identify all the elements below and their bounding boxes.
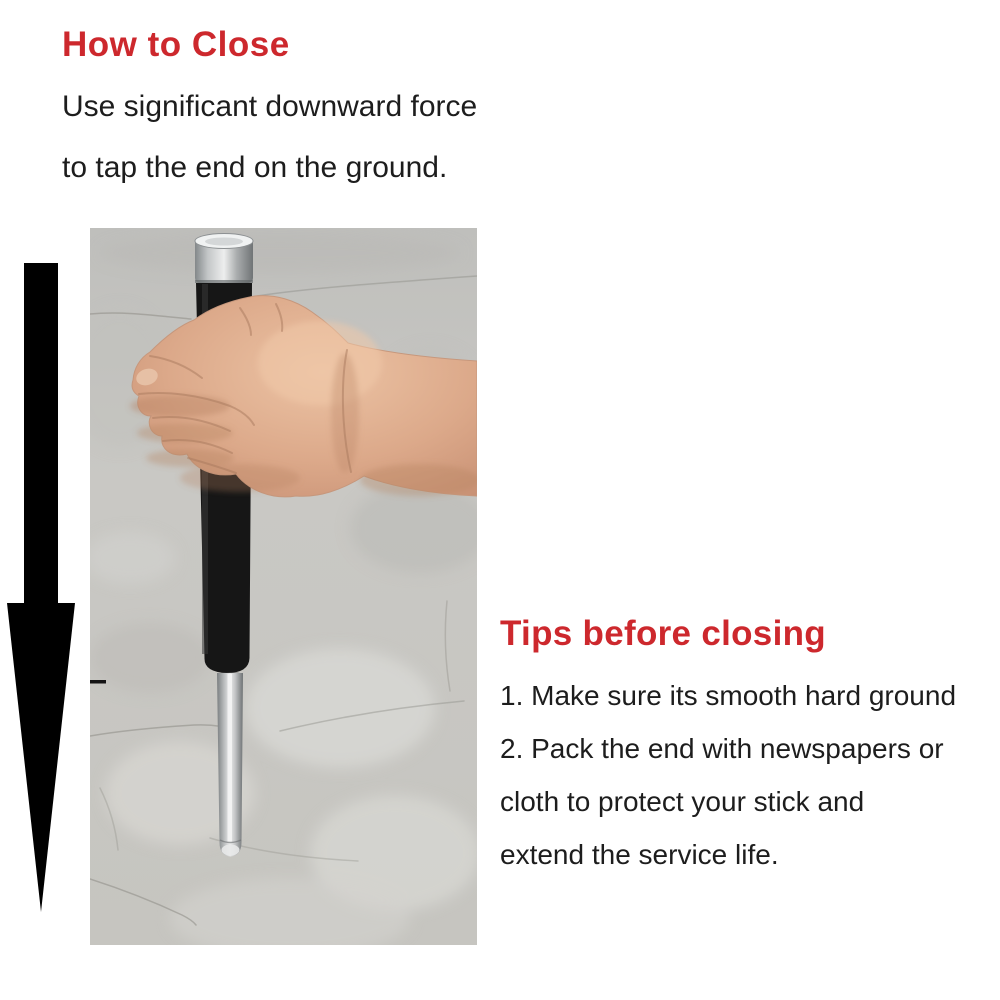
baton-cap-edge [195,280,253,283]
down-arrow-shaft [24,263,58,604]
tips-list [500,669,995,881]
down-arrow-head [7,603,75,912]
baton-shaft-highlight [228,674,233,842]
howto-instruction-line-1: Use significant downward force [62,90,478,123]
howto-instruction-line-2: to tap the end on the ground. [62,151,448,184]
photo-canvas [90,228,477,945]
product-photo [90,228,477,945]
edge-dash-mark [90,680,106,684]
tip-line-4: extend the service life. [500,839,779,870]
tip-line-3: cloth to protect your stick and [500,786,865,817]
down-arrow-icon [5,263,77,912]
baton-tip-shine [222,845,240,856]
tip-line-2: 2. Pack the end with newspapers or [500,733,944,764]
tips-title: Tips before closing [500,614,826,653]
tip-line-1: 1. Make sure its smooth hard ground [500,680,957,711]
baton-cap-top-reflection [205,238,243,246]
howto-close-title: How to Close [62,25,290,64]
